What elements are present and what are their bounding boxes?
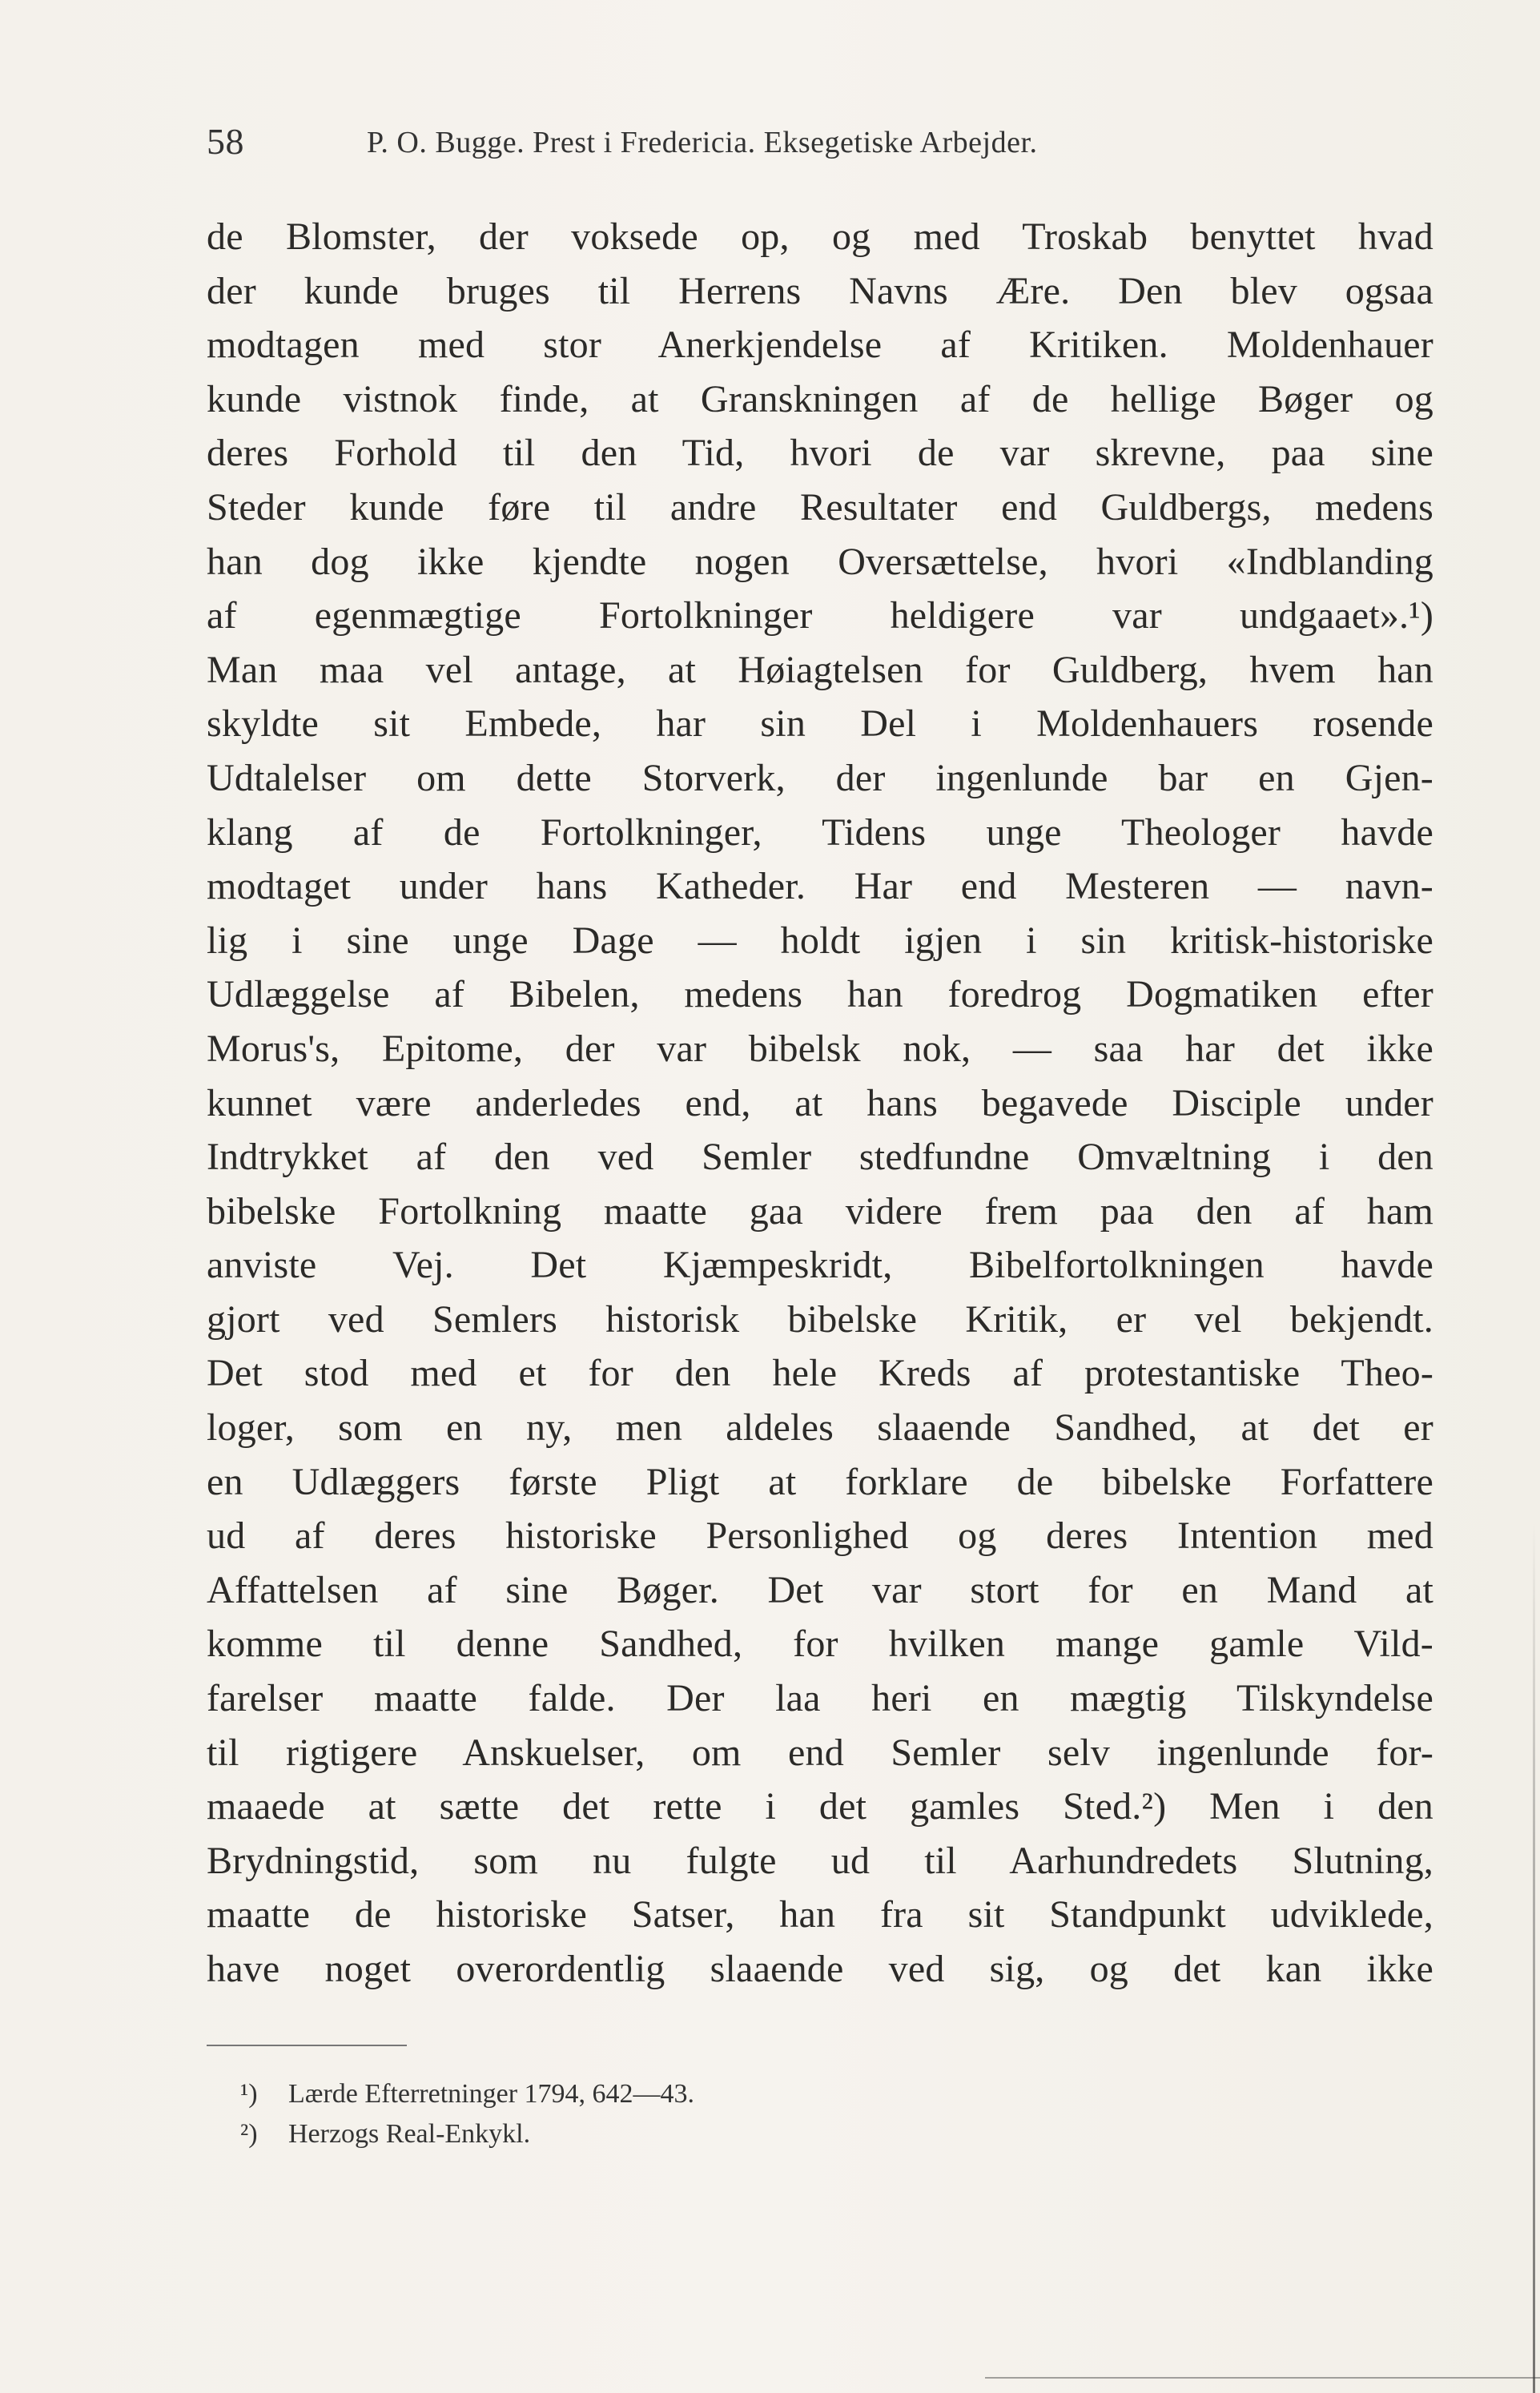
text-line: komme til denne Sandhed, for hvilken mange gamle Vild- [207,1623,1433,1666]
text-line: Morus's, Epitome, der var bibelsk nok, — saa har det ikke [207,1027,1433,1070]
text-line: der kunde bruges til Herrens Navns Ære. Den blev ogsaa [207,269,1433,312]
body-text [207,210,1433,1997]
footnotes [240,2074,1281,2154]
text-line: have noget overordentlig slaaende ved sig, og det kan ikke [207,1948,1433,1990]
footnote-1 [240,2074,1281,2114]
page-header [207,120,1352,176]
text-line: Brydningstid, som nu fulgte ud til Aarhundredets Slutning, [207,1839,1433,1882]
text-line: Affattelsen af sine Bøger. Det var stort for en Mand at [207,1568,1433,1611]
page-edge-shadow [1533,1522,1535,2393]
text-line: lig i sine unge Dage — holdt igjen i sin kritisk-historiske [207,919,1433,962]
text-line: de Blomster, der voksede op, og med Troskab benyttet hvad [207,215,1433,258]
text-line: Udlæggelse af Bibelen, medens han foredrog Dogmatiken efter [207,973,1433,1016]
text-line: kunnet være anderledes end, at hans begavede Disciple under [207,1081,1433,1124]
text-line: til rigtigere Anskuelser, om end Semler selv ingenlunde for- [207,1731,1433,1774]
text-line: Det stod med et for den hele Kreds af protestantiske Theo- [207,1352,1433,1395]
text-line: han dog ikke kjendte nogen Oversættelse, hvori «Indblanding [207,540,1433,583]
text-line: en Udlæggers første Pligt at forklare de bibelske Forfattere [207,1460,1433,1503]
footnote-mark: ²) [240,2119,258,2149]
footnote-rule [207,2045,407,2046]
footnote-text: Herzogs Real-Enkykl. [288,2119,531,2149]
text-line: farelser maatte falde. Der laa heri en mægtig Tilskyndelse [207,1677,1433,1720]
text-line: anviste Vej. Det Kjæmpeskridt, Bibelfortolkningen havde [207,1244,1433,1287]
text-line: gjort ved Semlers historisk bibelske Kritik, er vel bekjendt. [207,1297,1433,1341]
footnote-mark: ¹) [240,2079,258,2109]
text-line: klang af de Fortolkninger, Tidens unge Theologer havde [207,810,1433,854]
running-head: P. O. Bugge. Prest i Fredericia. Eksegetiske Arbejder. [367,126,1038,159]
page-bottom-edge [985,2377,1540,2379]
text-line: modtaget under hans Katheder. Har end Mesteren — navn- [207,865,1433,908]
text-line: af egenmægtige Fortolkninger heldigere var undgaaet».¹) [207,594,1433,637]
text-line: skyldte sit Embede, har sin Del i Moldenhauers rosende [207,702,1433,746]
text-line: Indtrykket af den ved Semler stedfundne Omvæltning i den [207,1136,1433,1179]
text-line: Udtalelser om dette Storverk, der ingenlunde bar en Gjen- [207,756,1433,799]
text-line: bibelske Fortolkning maatte gaa videre frem paa den af ham [207,1189,1433,1233]
footnote-text: Lærde Efterretninger 1794, 642—43. [288,2079,695,2109]
text-line: deres Forhold til den Tid, hvori de var skrevne, paa sine [207,432,1433,475]
footnote-2 [240,2114,1281,2154]
text-line: modtagen med stor Anerkjendelse af Kritiken. Moldenhauer [207,324,1433,367]
text-line: Steder kunde føre til andre Resultater end Guldbergs, medens [207,485,1433,529]
text-line: kunde vistnok finde, at Granskningen af de hellige Bøger og [207,377,1433,420]
text-line: ud af deres historiske Personlighed og deres Intention med [207,1514,1433,1558]
text-line: maatte de historiske Satser, han fra sit Standpunkt udviklede, [207,1893,1433,1937]
text-line: maaede at sætte det rette i det gamles Sted.²) Men i den [207,1785,1433,1828]
page-number: 58 [207,121,244,162]
text-line: loger, som en ny, men aldeles slaaende Sandhed, at det er [207,1406,1433,1450]
text-line: Man maa vel antage, at Høiagtelsen for Guldberg, hvem han [207,648,1433,691]
